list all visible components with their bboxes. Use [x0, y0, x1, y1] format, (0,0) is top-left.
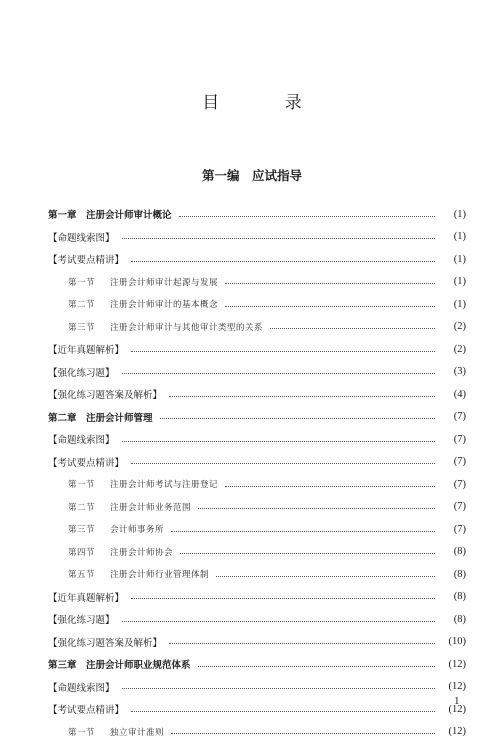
toc-entry-page: (2)	[438, 321, 466, 332]
toc-entry-section	[48, 721, 466, 743]
toc-entry-number: 第二节	[68, 298, 110, 310]
toc-entry-label	[48, 635, 166, 649]
leader-dots	[270, 328, 435, 329]
toc-entry-page: (8)	[438, 546, 466, 557]
toc-entry-block	[48, 586, 466, 609]
page-title: 目 录	[0, 88, 504, 118]
toc-entry-page: (12)	[438, 659, 466, 670]
toc-entry-number: 第一节	[68, 478, 110, 490]
toc-entry-section	[48, 563, 466, 586]
page-number: 1	[454, 695, 460, 707]
toc-entry-label	[48, 252, 128, 266]
leader-dots	[131, 351, 435, 352]
leader-dots	[216, 576, 435, 577]
toc-entry-number: 第二节	[68, 501, 110, 513]
leader-dots	[122, 373, 435, 374]
toc-entry-page: (12)	[438, 726, 466, 737]
toc-entry-text: 【强化练习题答案及解析】	[48, 390, 162, 401]
toc-entry-text: 会计师事务所	[110, 525, 164, 535]
toc-entry-label	[48, 342, 128, 356]
leader-dots	[180, 553, 435, 554]
toc-entry-text: 注册会计师行业管理体制	[110, 570, 209, 580]
toc-entry-block	[48, 361, 466, 384]
toc-entry-label	[68, 276, 222, 288]
toc-entry-label	[48, 207, 176, 221]
leader-dots	[225, 306, 435, 307]
leader-dots	[131, 711, 435, 712]
toc-entry-page: (2)	[438, 344, 466, 355]
leader-dots	[122, 441, 435, 442]
toc-entry-label	[68, 726, 168, 738]
toc-entry-page: (8)	[438, 591, 466, 602]
leader-dots	[122, 238, 435, 239]
toc-entry-text: 【强化练习题】	[48, 368, 115, 379]
toc-entry-block	[48, 608, 466, 631]
leader-dots	[171, 733, 435, 734]
leader-dots	[160, 418, 435, 419]
toc-entry-number: 第一节	[68, 276, 110, 288]
leader-dots	[198, 666, 435, 667]
toc-entry-chapter	[48, 653, 466, 676]
toc-entry-text: 注册会计师审计概论	[86, 210, 172, 221]
toc-entry-page: (8)	[438, 569, 466, 580]
toc-entry-text: 注册会计师考试与注册登记	[110, 480, 218, 490]
toc-entry-label	[48, 387, 166, 401]
toc-entry-label	[48, 455, 128, 469]
toc-entry-page: (1)	[438, 276, 466, 287]
toc-entry-page: (3)	[438, 366, 466, 377]
toc-entry-section	[48, 316, 466, 339]
toc-entry-text: 注册会计师业务范围	[110, 503, 191, 513]
toc-entry-number: 第三节	[68, 321, 110, 333]
toc-entry-text: 【命题线索图】	[48, 683, 115, 694]
toc-entry-text: 【强化练习题答案及解析】	[48, 638, 162, 649]
toc-entry-label	[68, 321, 267, 333]
toc-entry-text: 注册会计师协会	[110, 548, 173, 558]
toc-entry-page: (1)	[438, 299, 466, 310]
toc-entry-number: 第一节	[68, 726, 110, 738]
part-title: 第一编 应试指导	[0, 166, 504, 184]
toc-entry-page: (7)	[438, 456, 466, 467]
toc-entry-text: 【考试要点精讲】	[48, 705, 124, 716]
toc-entry-label	[48, 410, 157, 424]
toc-entry-label	[48, 680, 119, 694]
toc-entry-text: 注册会计师职业规范体系	[86, 660, 191, 671]
toc-entry-chapter	[48, 203, 466, 226]
toc-entry-page: (7)	[438, 524, 466, 535]
toc-entry-block	[48, 451, 466, 474]
toc-entry-label	[68, 501, 195, 513]
toc-entry-label	[48, 612, 119, 626]
toc-entry-block	[48, 676, 466, 699]
toc-entry-label	[68, 523, 168, 535]
toc-entry-section	[48, 293, 466, 316]
toc-entry-page: (1)	[438, 209, 466, 220]
toc-entry-page: (7)	[438, 501, 466, 512]
toc-entry-label	[48, 365, 119, 379]
toc-entry-number: 第四节	[68, 546, 110, 558]
toc-entry-label	[48, 230, 119, 244]
toc-entry-number: 第三章	[48, 660, 77, 671]
toc-entry-text: 注册会计师审计的基本概念	[110, 300, 218, 310]
toc-entry-label	[48, 702, 128, 716]
leader-dots	[131, 261, 435, 262]
toc-entry-block	[48, 383, 466, 406]
toc-entry-block	[48, 226, 466, 249]
toc-entry-page: (4)	[438, 389, 466, 400]
toc-entry-page: (8)	[438, 614, 466, 625]
toc-entry-section	[48, 473, 466, 496]
toc-entry-label	[68, 478, 222, 490]
toc-entry-text: 【考试要点精讲】	[48, 458, 124, 469]
leader-dots	[122, 688, 435, 689]
toc-entry-label	[68, 298, 222, 310]
toc-entry-block	[48, 698, 466, 721]
leader-dots	[198, 508, 435, 509]
toc-entry-section	[48, 541, 466, 564]
toc-entry-label	[48, 432, 119, 446]
toc-entry-page: (1)	[438, 231, 466, 242]
leader-dots	[122, 621, 435, 622]
toc-entry-text: 【近年真题解析】	[48, 345, 124, 356]
leader-dots	[225, 486, 435, 487]
toc-entry-label	[48, 590, 128, 604]
toc-entry-page: (1)	[438, 254, 466, 265]
leader-dots	[131, 598, 435, 599]
toc-entry-block	[48, 248, 466, 271]
table-of-contents	[48, 203, 466, 743]
toc-entry-page: (7)	[438, 411, 466, 422]
toc-entry-section	[48, 518, 466, 541]
toc-entry-label	[48, 657, 195, 671]
toc-entry-block	[48, 428, 466, 451]
toc-entry-label	[68, 546, 177, 558]
leader-dots	[169, 396, 435, 397]
toc-entry-section	[48, 496, 466, 519]
toc-entry-page: (7)	[438, 479, 466, 490]
toc-entry-block	[48, 631, 466, 654]
toc-entry-page: (7)	[438, 434, 466, 445]
toc-entry-page: (12)	[438, 681, 466, 692]
toc-entry-text: 注册会计师管理	[86, 413, 153, 424]
toc-entry-chapter	[48, 406, 466, 429]
toc-entry-page: (10)	[438, 636, 466, 647]
leader-dots	[169, 643, 435, 644]
toc-entry-section	[48, 271, 466, 294]
toc-entry-text: 注册会计师审计起源与发展	[110, 278, 218, 288]
leader-dots	[171, 531, 435, 532]
leader-dots	[131, 463, 435, 464]
toc-entry-text: 【强化练习题】	[48, 615, 115, 626]
toc-entry-text: 注册会计师审计与其他审计类型的关系	[110, 323, 263, 333]
toc-entry-text: 【近年真题解析】	[48, 593, 124, 604]
toc-entry-label	[68, 568, 213, 580]
toc-entry-text: 【命题线索图】	[48, 233, 115, 244]
leader-dots	[225, 283, 435, 284]
toc-entry-number: 第三节	[68, 523, 110, 535]
toc-entry-text: 独立审计准则	[110, 728, 164, 738]
toc-entry-page: (12)	[438, 704, 466, 715]
toc-entry-text: 【考试要点精讲】	[48, 255, 124, 266]
toc-entry-text: 【命题线索图】	[48, 435, 115, 446]
toc-entry-number: 第一章	[48, 210, 77, 221]
leader-dots	[179, 216, 435, 217]
toc-entry-number: 第二章	[48, 413, 77, 424]
toc-entry-number: 第五节	[68, 568, 110, 580]
toc-entry-block	[48, 338, 466, 361]
